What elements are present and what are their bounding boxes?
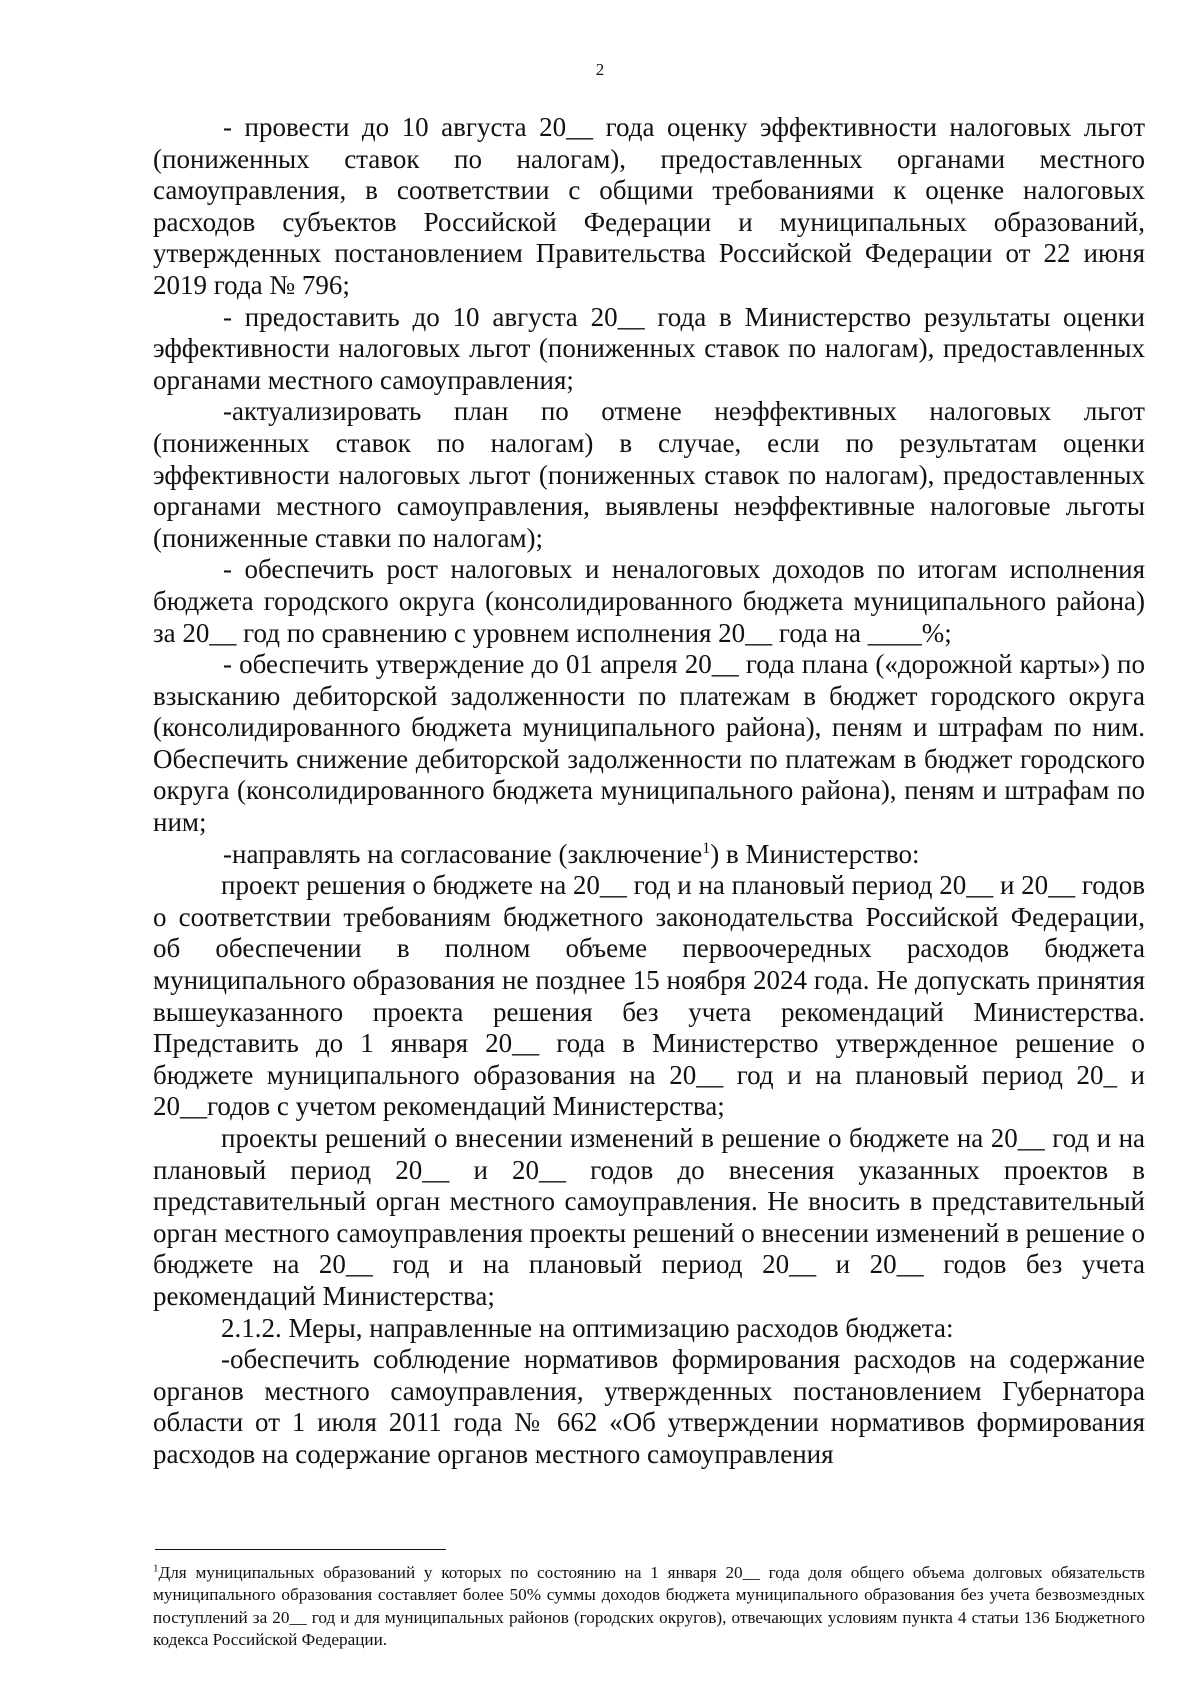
footnote [153, 1562, 1145, 1652]
paragraph-budget-amendments: проекты решений о внесении изменений в решение о бюджете на 20__ год и на плановый период 20__ и 20__ годов до внесения указанных проектов в представительный орган местного самоуправления. Не вносить в представительный орган местного самоуправления проекты решений о внесении изменений в решение о бюджете на 20__ год и на плановый период 20__ и 20__ годов без учета рекомендаций Министерства; [153, 1123, 1145, 1311]
paragraph-expense-standards: -обеспечить соблюдение нормативов формирования расходов на содержание органов местного самоуправления, утвержденных постановлением Губернатора области от 1 июля 2011 года № 662 «Об утверждении нормативов формирования расходов на содержание органов местного самоуправления [153, 1344, 1145, 1469]
paragraph-update-cancellation-plan: -актуализировать план по отмене неэффективных налоговых льгот (пониженных ставок по налогам) в случае, если по результатам оценки эффективности налоговых льгот (пониженных ставок по налогам), предоставленных органами местного самоуправления, выявлены неэффективные налоговые льготы (пониженные ставки по налогам); [153, 396, 1145, 553]
footnote-separator [155, 1549, 446, 1550]
section-heading-expense-optimization: 2.1.2. Меры, направленные на оптимизацию расходов бюджета: [221, 1312, 954, 1343]
page-number: 2 [595, 60, 605, 79]
paragraph-receivables-roadmap: - обеспечить утверждение до 01 апреля 20__ года плана («дорожной карты») по взысканию дебиторской задолженности по платежам в бюджет городского округа (консолидированного бюджета муниципального района), пеням и штрафам по ним. Обеспечить снижение дебиторской задолженности по платежам в бюджет городского округа (консолидированного бюджета муниципального района), пеням и штрафам по ним; [153, 649, 1145, 838]
paragraph-budget-draft-decision: проект решения о бюджете на 20__ год и на плановый период 20__ и 20__ годов о соответствии требованиям бюджетного законодательства Российской Федерации, об обеспечении в полном объеме первоочередных расходов бюджета муниципального образования не позднее 15 ноября 2024 года. Не допускать принятия вышеуказанного проекта решения без учета рекомендаций Министерства. Представить до 1 января 20__ года в Министерство утвержденное решение о бюджете муниципального образования на 20__ год и на плановый период 20_ и 20__годов с учетом рекомендаций Министерства; [153, 870, 1146, 1122]
paragraph-revenue-growth: - обеспечить рост налоговых и неналоговых доходов по итогам исполнения бюджета городского округа (консолидированного бюджета муниципального района) за 20__ год по сравнению с уровнем исполнения 20__ года на ____%; [153, 554, 1145, 648]
approval-text-before: -направлять на согласование (заключение [223, 838, 703, 869]
footnote-mark: 1 [153, 1562, 159, 1575]
document-body [153, 112, 1145, 1471]
footnote-reference: 1 [702, 839, 711, 857]
paragraph-submit-assessment-results: - предоставить до 10 августа 20__ года в Министерство результаты оценки эффективности налоговых льгот (пониженных ставок по налогам), предоставленных органами местного самоуправления; [153, 301, 1145, 395]
footnote-text: Для муниципальных образований у которых по состоянию на 1 января 20__ года доля общего объема долговых обязательств муниципального образования составляет более 50% суммы доходов бюджета муниципального образования без учета безвозмездных поступлений за 20__ год и для муниципальных районов (городских округов), отвечающих условиям пункта 4 статьи 136 Бюджетного кодекса Российской Федерации. [153, 1563, 1145, 1650]
approval-text-after: ) в Министерство: [710, 838, 920, 869]
paragraph-send-for-approval [153, 839, 1145, 871]
paragraph-tax-benefit-assessment: - провести до 10 августа 20__ года оценку эффективности налоговых льгот (пониженных ставок по налогам), предоставленных органами местного самоуправления, в соответствии с общими требованиями к оценке налоговых расходов субъектов Российской Федерации и муниципальных образований, утвержденных постановлением Правительства Российской Федерации от 22 июня 2019 года № 796; [153, 112, 1145, 300]
